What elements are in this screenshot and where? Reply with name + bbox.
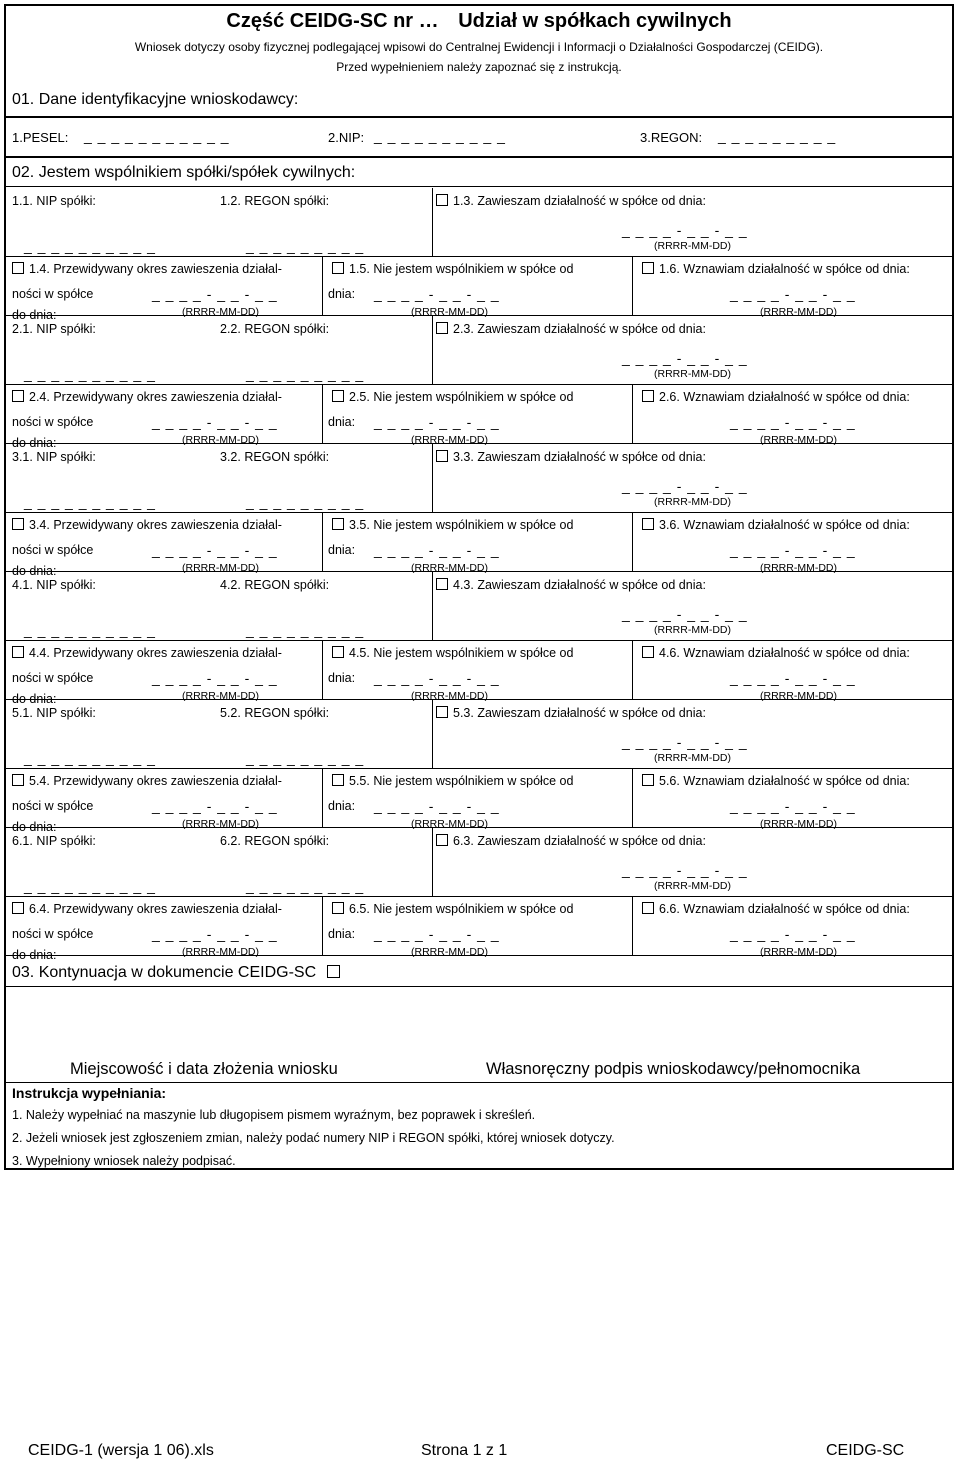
regon-label-number: 5.2. bbox=[220, 706, 245, 720]
resume-option-number: 5.6. bbox=[659, 774, 684, 788]
row-divider bbox=[6, 955, 952, 956]
nip-input[interactable]: _ _ _ _ _ _ _ _ _ _ bbox=[374, 128, 506, 144]
resume-option bbox=[642, 390, 910, 404]
regon-label-text: REGON spółki: bbox=[244, 706, 330, 720]
suspend-option-number: 1.3. bbox=[453, 194, 478, 208]
date-format-hint: (RRRR-MM-DD) bbox=[760, 434, 837, 446]
suspension-period-option-number: 2.4. bbox=[29, 390, 54, 404]
date-format-hint: (RRRR-MM-DD) bbox=[411, 946, 488, 958]
regon-label-text: REGON spółki: bbox=[244, 578, 330, 592]
resume-date-input[interactable]: _ _ _ _ - _ _ - _ _ bbox=[730, 670, 856, 686]
suspension-period-option bbox=[12, 262, 282, 276]
section-divider bbox=[6, 986, 952, 987]
company-block-1 bbox=[6, 188, 952, 322]
pesel-label: 1.PESEL: bbox=[12, 130, 69, 145]
resume-option-text: Wznawiam działalność w spółce od dnia: bbox=[683, 262, 910, 276]
not-partner-option-number: 3.5. bbox=[349, 518, 374, 532]
regon-input[interactable]: _ _ _ _ _ _ _ _ _ bbox=[718, 128, 837, 144]
date-format-hint: (RRRR-MM-DD) bbox=[760, 690, 837, 702]
suspend-option-text: Zawieszam działalność w spółce od dnia: bbox=[477, 578, 706, 592]
nip-label-text: NIP spółki: bbox=[36, 322, 96, 336]
suspension-period-label-3: do dnia: bbox=[12, 436, 57, 450]
suspension-period-option-checkbox[interactable] bbox=[12, 902, 24, 914]
row-divider bbox=[6, 512, 952, 513]
not-partner-option-number: 1.5. bbox=[349, 262, 374, 276]
resume-option-text: Wznawiam działalność w spółce od dnia: bbox=[683, 902, 910, 916]
regon-input[interactable]: _ _ _ _ _ _ _ _ _ bbox=[246, 238, 365, 254]
date-format-hint: (RRRR-MM-DD) bbox=[760, 306, 837, 318]
not-partner-option bbox=[332, 902, 573, 916]
suspend-option-text: Zawieszam działalność w spółce od dnia: bbox=[477, 194, 706, 208]
suspension-period-option-checkbox[interactable] bbox=[12, 518, 24, 530]
suspension-period-option-text: Przewidywany okres zawieszenia działal- bbox=[53, 518, 282, 532]
suspend-option-checkbox[interactable] bbox=[436, 322, 448, 334]
regon-input[interactable]: _ _ _ _ _ _ _ _ _ bbox=[246, 622, 365, 638]
section-02-title: 02. Jestem wspólnikiem spółki/spółek cywilnych: bbox=[12, 164, 356, 181]
suspension-end-date-input[interactable]: _ _ _ _ - _ _ - _ _ bbox=[152, 670, 278, 686]
not-partner-option bbox=[332, 390, 573, 404]
resume-date-input[interactable]: _ _ _ _ - _ _ - _ _ bbox=[730, 798, 856, 814]
suspend-option-checkbox[interactable] bbox=[436, 706, 448, 718]
not-partner-option-checkbox[interactable] bbox=[332, 774, 344, 786]
section-03-title bbox=[12, 964, 345, 982]
date-format-hint: (RRRR-MM-DD) bbox=[182, 818, 259, 830]
suspension-end-date-input[interactable]: _ _ _ _ - _ _ - _ _ bbox=[152, 414, 278, 430]
section-01-title: 01. Dane identyfikacyjne wnioskodawcy: bbox=[12, 91, 299, 108]
suspension-end-date-input[interactable]: _ _ _ _ - _ _ - _ _ bbox=[152, 286, 278, 302]
column-divider bbox=[632, 768, 633, 828]
suspend-date-input[interactable]: _ _ _ _ - _ _ - _ _ bbox=[622, 350, 748, 366]
suspend-option-checkbox[interactable] bbox=[436, 194, 448, 206]
suspend-option-number: 6.3. bbox=[453, 834, 478, 848]
not-partner-option-number: 5.5. bbox=[349, 774, 374, 788]
nip-label bbox=[12, 450, 96, 464]
not-partner-option-checkbox[interactable] bbox=[332, 262, 344, 274]
column-divider bbox=[432, 444, 433, 512]
nip-input[interactable]: _ _ _ _ _ _ _ _ _ _ bbox=[24, 238, 156, 254]
regon-label-text: REGON spółki: bbox=[244, 322, 330, 336]
date-format-hint: (RRRR-MM-DD) bbox=[182, 306, 259, 318]
row-divider bbox=[6, 256, 952, 257]
regon-label-number: 1.2. bbox=[220, 194, 245, 208]
section-divider bbox=[6, 156, 952, 158]
suspend-date-input[interactable]: _ _ _ _ - _ _ - _ _ bbox=[622, 734, 748, 750]
suspend-option-number: 4.3. bbox=[453, 578, 478, 592]
column-divider bbox=[632, 640, 633, 700]
suspension-period-option-text: Przewidywany okres zawieszenia działal- bbox=[53, 902, 282, 916]
nip-label-text: NIP spółki: bbox=[36, 834, 96, 848]
not-partner-option-checkbox[interactable] bbox=[332, 390, 344, 402]
suspend-option-text: Zawieszam działalność w spółce od dnia: bbox=[477, 834, 706, 848]
resume-date-input[interactable]: _ _ _ _ - _ _ - _ _ bbox=[730, 414, 856, 430]
company-block-4 bbox=[6, 572, 952, 706]
date-format-hint: (RRRR-MM-DD) bbox=[654, 496, 731, 508]
regon-label bbox=[220, 322, 329, 336]
suspension-period-option-number: 3.4. bbox=[29, 518, 54, 532]
resume-option bbox=[642, 774, 910, 788]
suspend-date-input[interactable]: _ _ _ _ - _ _ - _ _ bbox=[622, 478, 748, 494]
nip-label bbox=[12, 194, 96, 208]
date-format-hint: (RRRR-MM-DD) bbox=[654, 368, 731, 380]
suspension-period-label-2: ności w spółce bbox=[12, 927, 94, 941]
nip-input[interactable]: _ _ _ _ _ _ _ _ _ _ bbox=[24, 622, 156, 638]
nip-label-number: 3.1. bbox=[12, 450, 37, 464]
nip-label bbox=[12, 578, 96, 592]
resume-option bbox=[642, 518, 910, 532]
suspension-period-option-checkbox[interactable] bbox=[12, 390, 24, 402]
resume-option-text: Wznawiam działalność w spółce od dnia: bbox=[683, 646, 910, 660]
column-divider bbox=[322, 256, 323, 316]
date-format-hint: (RRRR-MM-DD) bbox=[182, 562, 259, 574]
nip-label-text: NIP spółki: bbox=[36, 450, 96, 464]
resume-option bbox=[642, 902, 910, 916]
form-subtitle: Wniosek dotyczy osoby fizycznej podlegającej wpisowi do Centralnej Ewidencji i Informacji o Działalności Gospodarczej (CEIDG). bbox=[134, 40, 824, 54]
form-part-number: Część CEIDG-SC nr … bbox=[226, 10, 439, 32]
resume-option-checkbox[interactable] bbox=[642, 902, 654, 914]
instruction-item-1: 1. Należy wypełniać na maszynie lub długopisem pismem wyraźnym, bez poprawek i skreśleń. bbox=[12, 1108, 536, 1122]
resume-option-checkbox[interactable] bbox=[642, 518, 654, 530]
not-partner-option-text: Nie jestem wspólnikiem w spółce od bbox=[373, 774, 574, 788]
column-divider bbox=[432, 828, 433, 896]
suspend-option-checkbox[interactable] bbox=[436, 834, 448, 846]
continuation-checkbox[interactable] bbox=[327, 965, 340, 978]
suspension-period-option bbox=[12, 518, 282, 532]
signature-divider bbox=[6, 1082, 952, 1083]
suspend-date-input[interactable]: _ _ _ _ - _ _ - _ _ bbox=[622, 606, 748, 622]
regon-input[interactable]: _ _ _ _ _ _ _ _ _ bbox=[246, 878, 365, 894]
date-format-hint: (RRRR-MM-DD) bbox=[654, 240, 731, 252]
regon-label-number: 2.2. bbox=[220, 322, 245, 336]
pesel-input[interactable]: _ _ _ _ _ _ _ _ _ _ _ bbox=[84, 128, 230, 144]
nip-label-text: NIP spółki: bbox=[36, 578, 96, 592]
resume-option-checkbox[interactable] bbox=[642, 774, 654, 786]
not-partner-option-number: 4.5. bbox=[349, 646, 374, 660]
regon-label-number: 6.2. bbox=[220, 834, 245, 848]
nip-label-number: 6.1. bbox=[12, 834, 37, 848]
regon-label: 3.REGON: bbox=[640, 130, 703, 145]
column-divider bbox=[632, 256, 633, 316]
not-partner-dnia-label: dnia: bbox=[328, 543, 356, 557]
company-block-3 bbox=[6, 444, 952, 578]
footer-page-number: Strona 1 z 1 bbox=[421, 1442, 508, 1459]
form-frame bbox=[4, 4, 954, 1170]
suspension-period-option-text: Przewidywany okres zawieszenia działal- bbox=[53, 774, 282, 788]
suspension-period-label-3: do dnia: bbox=[12, 692, 57, 706]
suspension-period-option-number: 5.4. bbox=[29, 774, 54, 788]
not-partner-date-input[interactable]: _ _ _ _ - _ _ - _ _ bbox=[374, 670, 500, 686]
suspend-option-number: 5.3. bbox=[453, 706, 478, 720]
form-title bbox=[6, 10, 952, 33]
column-divider bbox=[322, 768, 323, 828]
regon-label-text: REGON spółki: bbox=[244, 834, 330, 848]
suspend-option-number: 2.3. bbox=[453, 322, 478, 336]
suspend-option bbox=[436, 706, 706, 720]
suspension-period-label-3: do dnia: bbox=[12, 948, 57, 962]
footer-form-code: CEIDG-SC bbox=[826, 1442, 905, 1459]
nip-input[interactable]: _ _ _ _ _ _ _ _ _ _ bbox=[24, 494, 156, 510]
not-partner-option-number: 6.5. bbox=[349, 902, 374, 916]
column-divider bbox=[322, 896, 323, 956]
nip-label-number: 1.1. bbox=[12, 194, 37, 208]
resume-date-input[interactable]: _ _ _ _ - _ _ - _ _ bbox=[730, 542, 856, 558]
suspension-period-label-2: ności w spółce bbox=[12, 799, 94, 813]
not-partner-option bbox=[332, 774, 573, 788]
suspension-period-label-3: do dnia: bbox=[12, 820, 57, 834]
suspension-period-option bbox=[12, 774, 282, 788]
suspension-period-option-text: Przewidywany okres zawieszenia działal- bbox=[53, 262, 282, 276]
suspension-period-option-number: 1.4. bbox=[29, 262, 54, 276]
date-format-hint: (RRRR-MM-DD) bbox=[411, 818, 488, 830]
regon-label-text: REGON spółki: bbox=[244, 450, 330, 464]
column-divider bbox=[632, 896, 633, 956]
not-partner-option-text: Nie jestem wspólnikiem w spółce od bbox=[373, 262, 574, 276]
date-format-hint: (RRRR-MM-DD) bbox=[411, 434, 488, 446]
regon-label-number: 4.2. bbox=[220, 578, 245, 592]
suspend-option bbox=[436, 194, 706, 208]
resume-option-text: Wznawiam działalność w spółce od dnia: bbox=[683, 390, 910, 404]
company-block-6 bbox=[6, 828, 952, 962]
suspend-option bbox=[436, 322, 706, 336]
column-divider bbox=[632, 384, 633, 444]
resume-option-checkbox[interactable] bbox=[642, 646, 654, 658]
column-divider bbox=[432, 188, 433, 256]
not-partner-dnia-label: dnia: bbox=[328, 415, 356, 429]
nip-input[interactable]: _ _ _ _ _ _ _ _ _ _ bbox=[24, 366, 156, 382]
suspension-period-label-3: do dnia: bbox=[12, 564, 57, 578]
nip-label-text: NIP spółki: bbox=[36, 194, 96, 208]
not-partner-option bbox=[332, 646, 573, 660]
company-block-2 bbox=[6, 316, 952, 450]
not-partner-option-text: Nie jestem wspólnikiem w spółce od bbox=[373, 646, 574, 660]
regon-label bbox=[220, 194, 329, 208]
suspension-period-option bbox=[12, 390, 282, 404]
row-divider bbox=[6, 896, 952, 897]
not-partner-date-input[interactable]: _ _ _ _ - _ _ - _ _ bbox=[374, 798, 500, 814]
regon-label bbox=[220, 578, 329, 592]
company-block-5 bbox=[6, 700, 952, 834]
not-partner-dnia-label: dnia: bbox=[328, 671, 356, 685]
suspension-period-option-checkbox[interactable] bbox=[12, 774, 24, 786]
date-format-hint: (RRRR-MM-DD) bbox=[654, 880, 731, 892]
date-format-hint: (RRRR-MM-DD) bbox=[654, 624, 731, 636]
suspend-option-text: Zawieszam działalność w spółce od dnia: bbox=[477, 450, 706, 464]
resume-option-text: Wznawiam działalność w spółce od dnia: bbox=[683, 518, 910, 532]
resume-option-checkbox[interactable] bbox=[642, 390, 654, 402]
resume-option-number: 2.6. bbox=[659, 390, 684, 404]
column-divider bbox=[322, 640, 323, 700]
not-partner-option-text: Nie jestem wspólnikiem w spółce od bbox=[373, 518, 574, 532]
nip-label-number: 4.1. bbox=[12, 578, 37, 592]
suspension-end-date-input[interactable]: _ _ _ _ - _ _ - _ _ bbox=[152, 542, 278, 558]
suspension-period-option-number: 6.4. bbox=[29, 902, 54, 916]
nip-label-text: NIP spółki: bbox=[36, 706, 96, 720]
signature-label: Własnoręczny podpis wnioskodawcy/pełnomocnika bbox=[486, 1060, 861, 1078]
nip-label: 2.NIP: bbox=[328, 130, 365, 145]
regon-label bbox=[220, 450, 329, 464]
form-header bbox=[6, 6, 952, 118]
suspension-period-option-checkbox[interactable] bbox=[12, 262, 24, 274]
date-format-hint: (RRRR-MM-DD) bbox=[411, 690, 488, 702]
not-partner-dnia-label: dnia: bbox=[328, 799, 356, 813]
resume-option bbox=[642, 646, 910, 660]
not-partner-date-input[interactable]: _ _ _ _ - _ _ - _ _ bbox=[374, 414, 500, 430]
row-divider bbox=[6, 384, 952, 385]
instruction-item-3: 3. Wypełniony wniosek należy podpisać. bbox=[12, 1154, 236, 1168]
resume-option-number: 1.6. bbox=[659, 262, 684, 276]
column-divider bbox=[322, 512, 323, 572]
resume-option-number: 3.6. bbox=[659, 518, 684, 532]
not-partner-dnia-label: dnia: bbox=[328, 287, 356, 301]
suspension-period-option-text: Przewidywany okres zawieszenia działal- bbox=[53, 646, 282, 660]
suspend-option bbox=[436, 450, 706, 464]
instructions-title: Instrukcja wypełniania: bbox=[12, 1085, 167, 1101]
column-divider bbox=[432, 572, 433, 640]
suspend-option-checkbox[interactable] bbox=[436, 450, 448, 462]
suspension-period-label-2: ności w spółce bbox=[12, 415, 94, 429]
resume-date-input[interactable]: _ _ _ _ - _ _ - _ _ bbox=[730, 926, 856, 942]
suspend-option-text: Zawieszam działalność w spółce od dnia: bbox=[477, 706, 706, 720]
resume-option bbox=[642, 262, 910, 276]
suspension-period-label-2: ności w spółce bbox=[12, 543, 94, 557]
suspend-option-number: 3.3. bbox=[453, 450, 478, 464]
resume-option-checkbox[interactable] bbox=[642, 262, 654, 274]
nip-input[interactable]: _ _ _ _ _ _ _ _ _ _ bbox=[24, 878, 156, 894]
not-partner-date-input[interactable]: _ _ _ _ - _ _ - _ _ bbox=[374, 926, 500, 942]
form-part-title: Udział w spółkach cywilnych bbox=[458, 10, 732, 32]
suspension-period-label-2: ności w spółce bbox=[12, 287, 94, 301]
suspend-option-checkbox[interactable] bbox=[436, 578, 448, 590]
suspend-option-text: Zawieszam działalność w spółce od dnia: bbox=[477, 322, 706, 336]
column-divider bbox=[432, 700, 433, 768]
section-divider bbox=[6, 186, 952, 187]
suspension-period-option-checkbox[interactable] bbox=[12, 646, 24, 658]
suspension-period-option-text: Przewidywany okres zawieszenia działal- bbox=[53, 390, 282, 404]
column-divider bbox=[322, 384, 323, 444]
date-format-hint: (RRRR-MM-DD) bbox=[411, 562, 488, 574]
row-divider bbox=[6, 768, 952, 769]
regon-input[interactable]: _ _ _ _ _ _ _ _ _ bbox=[246, 366, 365, 382]
nip-label bbox=[12, 322, 96, 336]
row-divider bbox=[6, 640, 952, 641]
resume-option-text: Wznawiam działalność w spółce od dnia: bbox=[683, 774, 910, 788]
not-partner-option-checkbox[interactable] bbox=[332, 518, 344, 530]
resume-date-input[interactable]: _ _ _ _ - _ _ - _ _ bbox=[730, 286, 856, 302]
date-format-hint: (RRRR-MM-DD) bbox=[182, 946, 259, 958]
date-format-hint: (RRRR-MM-DD) bbox=[760, 946, 837, 958]
suspend-date-input[interactable]: _ _ _ _ - _ _ - _ _ bbox=[622, 862, 748, 878]
date-format-hint: (RRRR-MM-DD) bbox=[654, 752, 731, 764]
nip-label-number: 5.1. bbox=[12, 706, 37, 720]
regon-label bbox=[220, 706, 329, 720]
nip-input[interactable]: _ _ _ _ _ _ _ _ _ _ bbox=[24, 750, 156, 766]
regon-label-text: REGON spółki: bbox=[244, 194, 330, 208]
suspension-period-option bbox=[12, 902, 282, 916]
place-date-label: Miejscowość i data złożenia wniosku bbox=[70, 1060, 338, 1078]
date-format-hint: (RRRR-MM-DD) bbox=[760, 562, 837, 574]
not-partner-option bbox=[332, 262, 573, 276]
regon-label bbox=[220, 834, 329, 848]
not-partner-option-text: Nie jestem wspólnikiem w spółce od bbox=[373, 902, 574, 916]
nip-label bbox=[12, 834, 96, 848]
suspend-option bbox=[436, 834, 706, 848]
nip-label-number: 2.1. bbox=[12, 322, 37, 336]
date-format-hint: (RRRR-MM-DD) bbox=[182, 434, 259, 446]
form-instruction-note: Przed wypełnieniem należy zapoznać się z instrukcją. bbox=[336, 60, 622, 74]
suspension-period-option bbox=[12, 646, 282, 660]
regon-input[interactable]: _ _ _ _ _ _ _ _ _ bbox=[246, 750, 365, 766]
not-partner-option-text: Nie jestem wspólnikiem w spółce od bbox=[373, 390, 574, 404]
regon-input[interactable]: _ _ _ _ _ _ _ _ _ bbox=[246, 494, 365, 510]
footer-file-name: CEIDG-1 (wersja 1 06).xls bbox=[28, 1442, 214, 1459]
suspension-period-label-2: ności w spółce bbox=[12, 671, 94, 685]
suspend-option bbox=[436, 578, 706, 592]
not-partner-option-checkbox[interactable] bbox=[332, 902, 344, 914]
instruction-item-2: 2. Jeżeli wniosek jest zgłoszeniem zmian, należy podać numery NIP i REGON spółki, której wniosek dotyczy. bbox=[12, 1131, 615, 1145]
date-format-hint: (RRRR-MM-DD) bbox=[760, 818, 837, 830]
suspension-end-date-input[interactable]: _ _ _ _ - _ _ - _ _ bbox=[152, 798, 278, 814]
column-divider bbox=[632, 512, 633, 572]
not-partner-dnia-label: dnia: bbox=[328, 927, 356, 941]
date-format-hint: (RRRR-MM-DD) bbox=[411, 306, 488, 318]
date-format-hint: (RRRR-MM-DD) bbox=[182, 690, 259, 702]
regon-label-number: 3.2. bbox=[220, 450, 245, 464]
not-partner-option-number: 2.5. bbox=[349, 390, 374, 404]
resume-option-number: 6.6. bbox=[659, 902, 684, 916]
section-03-label: 03. Kontynuacja w dokumencie CEIDG-SC bbox=[12, 964, 317, 981]
suspend-date-input[interactable]: _ _ _ _ - _ _ - _ _ bbox=[622, 222, 748, 238]
not-partner-date-input[interactable]: _ _ _ _ - _ _ - _ _ bbox=[374, 542, 500, 558]
column-divider bbox=[432, 316, 433, 384]
nip-label bbox=[12, 706, 96, 720]
not-partner-date-input[interactable]: _ _ _ _ - _ _ - _ _ bbox=[374, 286, 500, 302]
not-partner-option-checkbox[interactable] bbox=[332, 646, 344, 658]
resume-option-number: 4.6. bbox=[659, 646, 684, 660]
not-partner-option bbox=[332, 518, 573, 532]
suspension-period-label-3: do dnia: bbox=[12, 308, 57, 322]
suspension-period-option-number: 4.4. bbox=[29, 646, 54, 660]
suspension-end-date-input[interactable]: _ _ _ _ - _ _ - _ _ bbox=[152, 926, 278, 942]
